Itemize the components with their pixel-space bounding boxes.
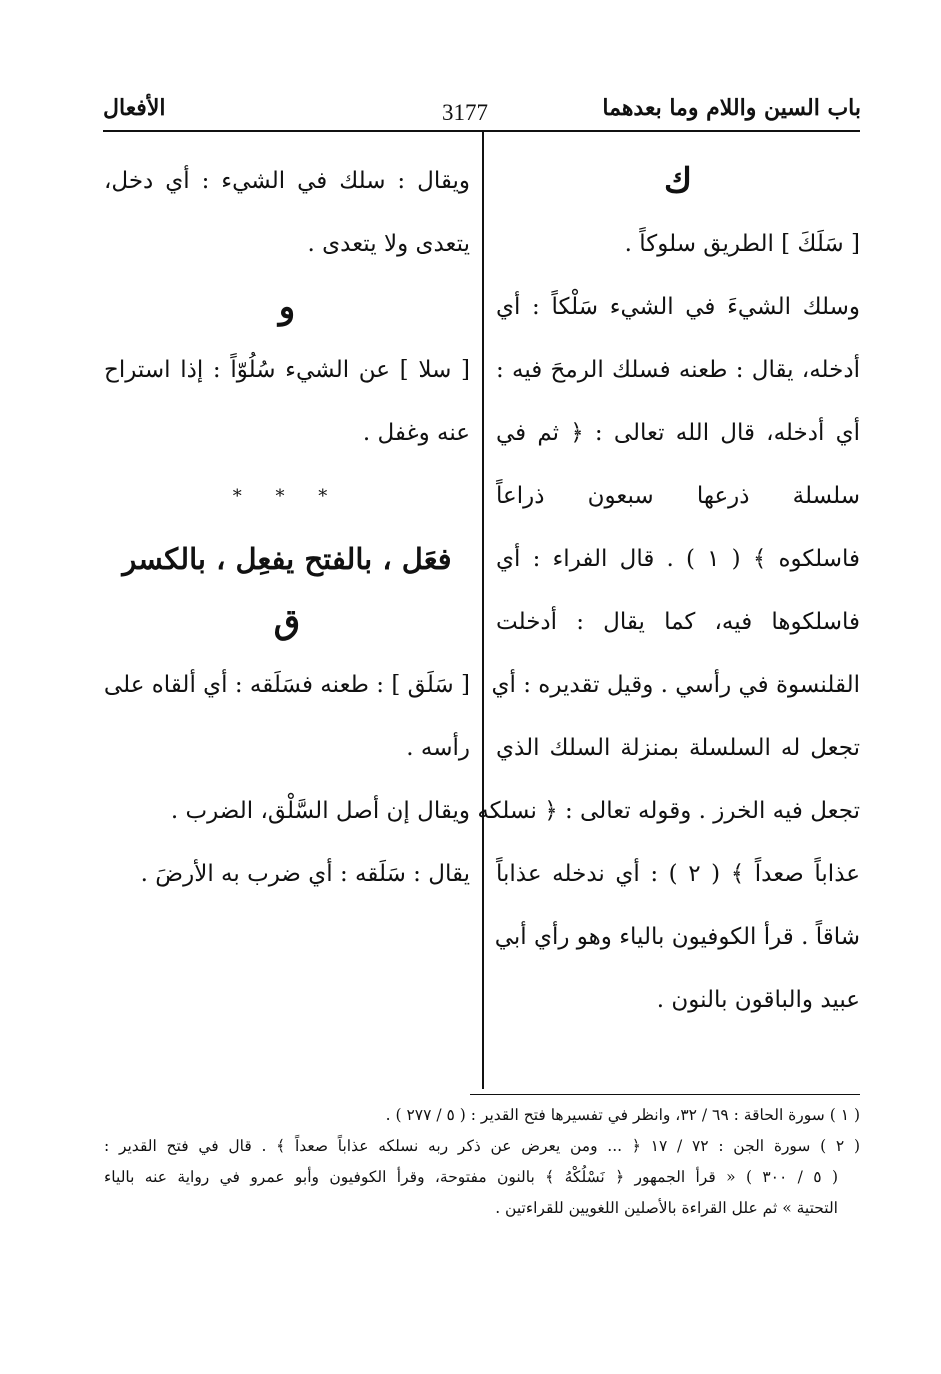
letter-heading-kaf: ك bbox=[663, 161, 693, 201]
entry-line: أدخله، يقال : طعنه فسلك الرمحَ فيه : bbox=[496, 357, 860, 383]
entry-line: أي أدخله، قال الله تعالى : ﴿ ثم في bbox=[496, 420, 860, 446]
entry-line: شاقاً . قرأ الكوفيون بالياء وهو رأي أبي bbox=[494, 924, 860, 950]
entry-line: يتعدى ولا يتعدى . bbox=[307, 231, 470, 257]
entry-line: وسلك الشيءَ في الشيء سَلْكاً : أي bbox=[496, 294, 860, 320]
entry-line: يقال : سَلَقه : أي ضرب به الأرضَ . bbox=[140, 861, 470, 887]
footnote-1: ( ١ ) سورة الحاقة : ٦٩ / ٣٢، وانظر في تفسيرها فتح القدير : ( ٥ / ٢٧٧ ) . bbox=[385, 1106, 860, 1124]
entry-line: عنه وغفل . bbox=[362, 420, 470, 446]
entry-line: سلسلة ذرعها سبعون ذراعاً bbox=[496, 483, 860, 509]
column-divider bbox=[482, 131, 484, 1089]
entry-line: [ سَلَكَ ] الطريق سلوكاً . bbox=[624, 231, 860, 257]
entry-line: [ سَلَق ] : طعنه فسَلَقه : أي ألقاه على bbox=[103, 672, 470, 698]
right-column bbox=[477, 150, 861, 1032]
entry-line: تجعل له السلسلة بمنزلة السلك الذي bbox=[496, 735, 860, 761]
entry-line: فاسلكوه ﴾ ( ١ ) . قال الفراء : أي bbox=[496, 546, 861, 572]
running-head-section: الأفعال bbox=[103, 95, 166, 121]
entry-line: عذاباً صعداً ﴾ ( ٢ ) : أي ندخله عذاباً bbox=[496, 861, 860, 887]
left-column bbox=[104, 150, 470, 906]
entry-line: عبيد والباقون بالنون . bbox=[656, 987, 860, 1013]
section-separator-stars: * * * bbox=[232, 486, 342, 507]
footnote-2-continued: ( ٥ / ٣٠٠ ) « قرأ الجمهور ﴿ نَسْلُكْهُ ﴾ بالنون مفتوحة، وقرأ الكوفيون وأبو عمرو في رواية عنه بالياء bbox=[104, 1168, 838, 1186]
letter-heading-waw: و bbox=[278, 287, 296, 327]
footnote-2-continued: التحتية » ثم علل القراءة بالأصلين اللغويين للقراءتين . bbox=[495, 1199, 838, 1217]
entry-line: ويقال : سلك في الشيء : أي دخل، bbox=[104, 168, 470, 194]
running-head-chapter: باب السين واللام وما بعدهما bbox=[602, 95, 861, 121]
letter-heading-qaf: ق bbox=[273, 602, 301, 642]
footnotes bbox=[104, 1100, 860, 1224]
footnote-rule bbox=[470, 1094, 860, 1095]
entry-line: تجعل فيه الخرز . وقوله تعالى : ﴿ نسلكه bbox=[477, 798, 860, 824]
entry-line: رأسه . bbox=[406, 735, 470, 761]
section-title: فعَل ، بالفتح يفعِل ، بالكسر bbox=[122, 542, 452, 576]
entry-line: فاسلكوها فيه، كما يقال : أدخلت bbox=[496, 609, 860, 635]
footnote-2: ( ٢ ) سورة الجن : ٧٢ / ١٧ ﴿ ... ومن يعرض عن ذكر ربه نسلكه عذاباً صعداً ﴾ . قال في فتح القدير : bbox=[104, 1137, 861, 1155]
entry-line: القلنسوة في رأسي . وقيل تقديره : أي bbox=[491, 672, 860, 698]
entry-line: [ سلا ] عن الشيء سُلُوّاً : إذا استراح bbox=[104, 357, 470, 383]
entry-line: ويقال إن أصل السَّلْق، الضرب . bbox=[170, 798, 470, 824]
page-number: 3177 bbox=[442, 100, 488, 125]
